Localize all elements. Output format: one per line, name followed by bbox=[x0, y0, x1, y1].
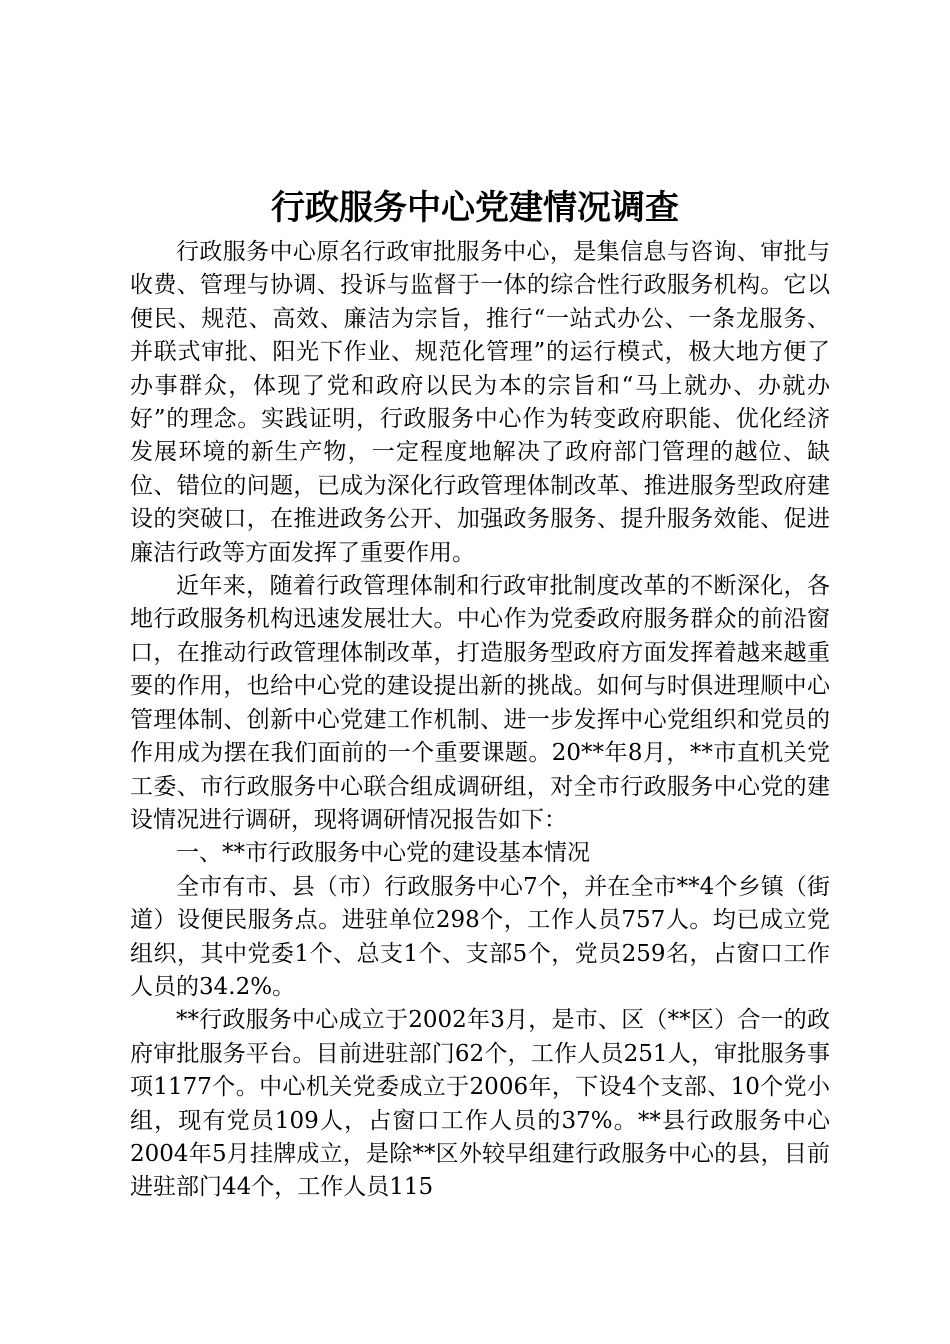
paragraph-background: 近年来，随着行政管理体制和行政审批制度改革的不断深化，各地行政服务机构迅速发展壮大。中心作为党委政府服务群众的前沿窗口，在推动行政管理体制改革，打造服务型政府方面发挥着越来越重要的作用，也给中心党的建设提出新的挑战。如何与时俱进理顺中心管理体制、创新中心党建工作机制、进一步发挥中心党组织和党员的作用成为摆在我们面前的一个重要课题。20**年8月，**市直机关党工委、市行政服务中心联合组成调研组，对全市行政服务中心党的建设情况进行调研，现将调研情况报告如下： bbox=[130, 573, 830, 833]
paragraph-intro: 行政服务中心原名行政审批服务中心，是集信息与咨询、审批与收费、管理与协调、投诉与监督于一体的综合性行政服务机构。它以便民、规范、高效、廉洁为宗旨，推行“一站式办公、一条龙服务、并联式审批、阳光下作业、规范化管理”的运行模式，极大地方便了办事群众，体现了党和政府以民为本的宗旨和“马上就办、办就办好”的理念。实践证明，行政服务中心作为转变政府职能、优化经济发展环境的新生产物，一定程度地解决了政府部门管理的越位、缺位、错位的问题，已成为深化行政管理体制改革、推进服务型政府建设的突破口，在推进政务公开、加强政务服务、提升服务效能、促进廉洁行政等方面发挥了重要作用。 bbox=[130, 239, 830, 566]
paragraph-center-details: **行政服务中心成立于2002年3月，是市、区（**区）合一的政府审批服务平台。目前进驻部门62个，工作人员251人，审批服务事项1177个。中心机关党委成立于2006年，下设4个支部、10个党小组，现有党员109人，占窗口工作人员的37%。**县行政服务中心2004年5月挂牌成立，是除**区外较早组建行政服务中心的县，目前进驻部门44个，工作人员115 bbox=[130, 1007, 830, 1201]
section-heading-1: 一、**市行政服务中心党的建设基本情况 bbox=[176, 840, 590, 867]
document-title: 行政服务中心党建情况调查 bbox=[271, 188, 679, 228]
document-body bbox=[130, 236, 830, 1205]
paragraph-city-overview: 全市有市、县（市）行政服务中心7个，并在全市**4个乡镇（街道）设便民服务点。进驻单位298个，工作人员757人。均已成立党组织，其中党委1个、总支1个、支部5个，党员259名，占窗口工作人员的34.2%。 bbox=[130, 873, 830, 1000]
